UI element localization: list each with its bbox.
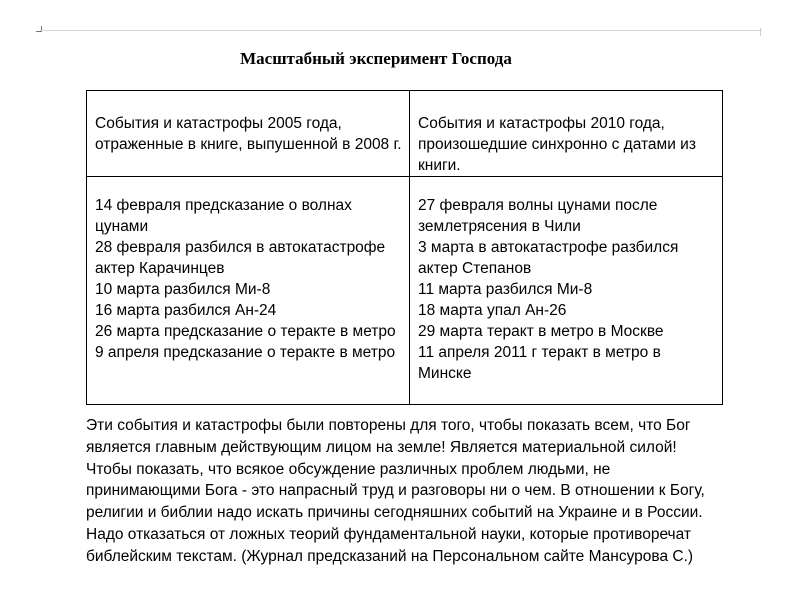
page-right-mark — [760, 28, 763, 36]
event-2010-line: 27 февраля волны цунами после — [418, 197, 658, 214]
paragraph-line: является главным действующим лицом на земле! Является материальной силой! — [86, 438, 677, 456]
page-title: Масштабный эксперимент Господа — [240, 49, 512, 68]
event-2005-line: 28 февраля разбился в автокатастрофе — [95, 239, 386, 256]
event-2005-line: 16 марта разбился Ан-24 — [95, 302, 277, 319]
header-right-line: произошедшие синхронно с датами из — [418, 136, 696, 153]
event-2010-line: актер Степанов — [418, 260, 532, 277]
events-2005-cell — [87, 177, 410, 405]
paragraph-line: Чтобы показать, что всякое обсуждение различных проблем людьми, не — [86, 460, 611, 478]
table-body-row — [87, 177, 723, 405]
page-top-border — [40, 30, 762, 31]
event-2010-line: 11 марта разбился Ми-8 — [418, 281, 593, 298]
header-left-line: отраженные в книге, выпушенной в 2008 г. — [95, 136, 402, 153]
event-2010-line: 11 апреля 2011 г теракт в метро в — [418, 344, 661, 361]
header-left-line: События и катастрофы 2005 года, — [95, 115, 342, 132]
paragraph-line: принимающими Бога - это напрасный труд и разговоры ни о чем. В отношении к Богу, — [86, 482, 705, 500]
paragraph-line: Эти события и катастрофы были повторены для того, чтобы показать всем, что Бог — [86, 417, 691, 434]
event-2005-line: актер Карачинцев — [95, 260, 225, 277]
event-2005-line: цунами — [95, 218, 149, 235]
event-2010-line: 18 марта упал Ан-26 — [418, 302, 567, 319]
events-2010-cell — [410, 177, 723, 405]
event-2010-line: Минске — [418, 365, 472, 382]
table-header-row — [87, 91, 723, 177]
header-cell-2010 — [410, 91, 723, 177]
header-right-line: книги. — [418, 157, 461, 174]
event-2005-line: 9 апреля предсказание о теракте в метро — [95, 344, 396, 361]
event-2010-line: 29 марта теракт в метро в Москве — [418, 323, 664, 340]
header-right-line: События и катастрофы 2010 года, — [418, 115, 665, 132]
paragraph-line: библейским текстам. (Журнал предсказаний на Персональном сайте Мансурова С.) — [86, 547, 694, 565]
events-comparison-table — [86, 90, 723, 405]
event-2010-line: землетрясения в Чили — [418, 218, 581, 235]
conclusion-paragraph — [86, 415, 726, 568]
paragraph-line: религии и библии надо искать причины сегодняшних событий на Украине и в России. — [86, 504, 703, 522]
event-2010-line: 3 марта в автокатастрофе разбился — [418, 239, 679, 256]
header-cell-2005 — [87, 91, 410, 177]
event-2005-line: 26 марта предсказание о теракте в метро — [95, 323, 396, 340]
event-2005-line: 10 марта разбился Ми-8 — [95, 281, 271, 298]
event-2005-line: 14 февраля предсказание о волнах — [95, 197, 352, 214]
page-corner-mark — [36, 26, 42, 32]
paragraph-line: Надо отказаться от ложных теорий фундаментальной науки, которые противоречат — [86, 525, 692, 543]
